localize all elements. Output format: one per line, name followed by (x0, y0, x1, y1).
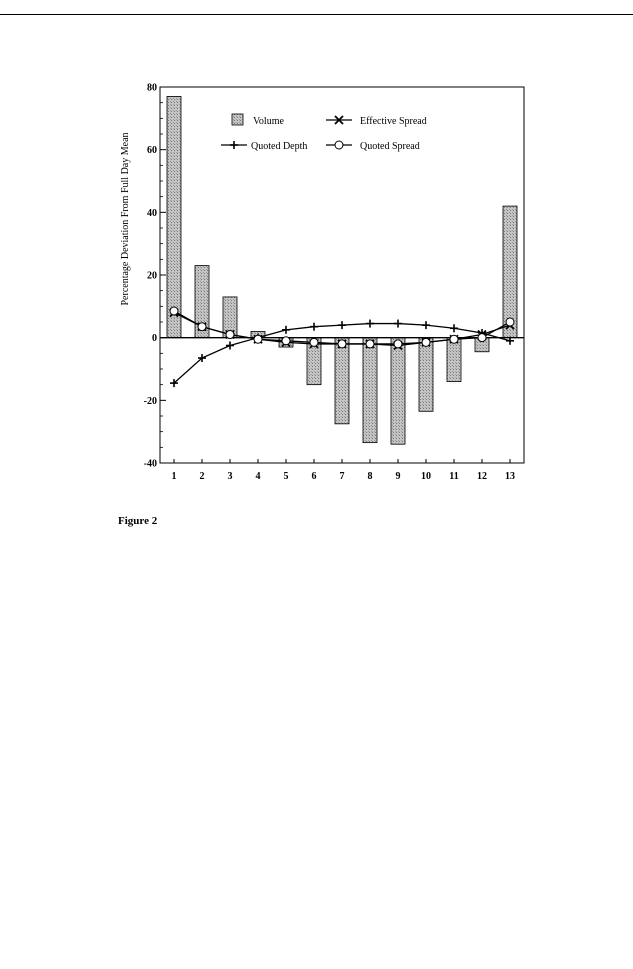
point-quoted-spread-4 (254, 335, 262, 343)
bar-volume-9 (391, 338, 405, 445)
x-tick-label: 6 (311, 471, 317, 482)
legend-marker-quoted-spread (335, 141, 343, 149)
point-quoted-spread-5 (282, 337, 290, 345)
x-tick-label: 11 (449, 471, 459, 482)
point-quoted-depth-3 (226, 342, 234, 350)
point-quoted-depth-10 (422, 321, 430, 329)
bar-volume-7 (335, 338, 349, 424)
bars-layer (167, 96, 517, 444)
x-tick-label: 1 (171, 471, 177, 482)
y-axis-label: Percentage Deviation From Full Day Mean (120, 132, 131, 306)
legend-label-effective-spread: Effective Spread (360, 116, 427, 127)
y-tick-label: -20 (143, 395, 157, 407)
x-tick-label: 5 (283, 471, 289, 482)
point-quoted-depth-5 (282, 326, 290, 334)
y-tick-label: 20 (147, 270, 157, 282)
x-tick-label: 13 (505, 471, 515, 482)
legend-label-volume: Volume (253, 116, 284, 127)
x-tick-label: 8 (367, 471, 373, 482)
figure-label: Figure 2 (118, 515, 158, 527)
x-tick-label: 3 (227, 471, 233, 482)
point-quoted-depth-8 (366, 320, 374, 328)
x-tick-label: 7 (339, 471, 345, 482)
y-tick-label: 0 (152, 333, 157, 345)
legend-marker-quoted-depth (230, 141, 238, 149)
x-tick-label: 4 (255, 471, 261, 482)
y-tick-label: 40 (147, 207, 157, 219)
x-tick-label: 9 (395, 471, 401, 482)
point-quoted-depth-7 (338, 321, 346, 329)
point-quoted-spread-9 (394, 340, 402, 348)
y-tick-label: -40 (143, 458, 157, 470)
bar-volume-10 (419, 338, 433, 412)
point-quoted-spread-10 (422, 338, 430, 346)
point-quoted-spread-2 (198, 323, 206, 331)
legend-swatch-volume (232, 114, 243, 125)
x-tick-label: 2 (199, 471, 205, 482)
point-quoted-depth-9 (394, 320, 402, 328)
bar-volume-11 (447, 338, 461, 382)
y-tick-label: 60 (147, 145, 157, 157)
y-tick-label: 80 (147, 82, 157, 94)
point-quoted-spread-13 (506, 318, 514, 326)
point-quoted-spread-12 (478, 334, 486, 342)
bar-volume-8 (363, 338, 377, 443)
legend-label-quoted-spread: Quoted Spread (360, 141, 420, 152)
point-quoted-spread-8 (366, 340, 374, 348)
x-tick-label: 10 (421, 471, 431, 482)
point-quoted-depth-11 (450, 324, 458, 332)
legend-label-quoted-depth: Quoted Depth (251, 141, 308, 152)
legend (221, 114, 427, 152)
point-quoted-spread-1 (170, 307, 178, 315)
x-tick-label: 12 (477, 471, 487, 482)
point-quoted-spread-11 (450, 335, 458, 343)
bar-volume-1 (167, 96, 181, 337)
point-quoted-spread-6 (310, 338, 318, 346)
point-quoted-spread-7 (338, 340, 346, 348)
point-quoted-spread-3 (226, 331, 234, 339)
point-quoted-depth-6 (310, 323, 318, 331)
